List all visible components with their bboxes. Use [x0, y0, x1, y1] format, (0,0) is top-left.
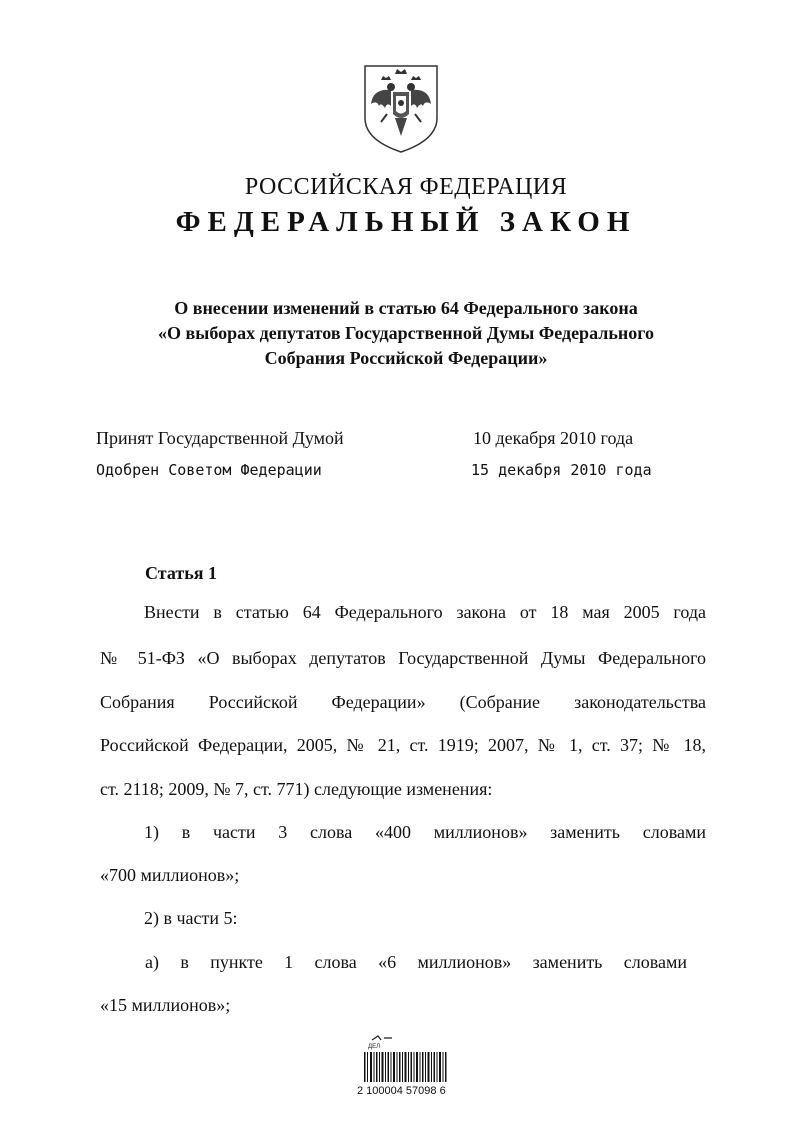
law-type-heading: ФЕДЕРАЛЬНЫЙ ЗАКОН: [175, 206, 637, 238]
adoption-council: [96, 461, 676, 487]
adoption-label: Принят Государственной Думой: [96, 428, 344, 448]
article-line: № 51-ФЗ «О выборах депутатов Государственной Думы Федерального: [100, 648, 706, 668]
law-title: [0, 296, 800, 371]
law-title-line: О внесении изменений в статью 64 Федерального закона: [174, 298, 638, 318]
law-title-line: Собрания Российской Федерации»: [264, 348, 548, 368]
barcode-graphic: [360, 1034, 452, 1114]
law-title-line: «О выборах депутатов Государственной Думы Федерального: [158, 323, 654, 343]
coat-of-arms-emblem: [361, 60, 441, 154]
adoption-label: Одобрен Советом Федерации: [96, 461, 322, 479]
barcode-number: 2 100004 57098 6: [357, 1085, 446, 1097]
article-line: Внести в статью 64 Федерального закона от 18 мая 2005 года: [144, 602, 706, 622]
adoption-duma: [96, 428, 676, 454]
adoption-date: 15 декабря 2010 года: [471, 461, 652, 479]
svg-text:ДЕЛ: ДЕЛ: [368, 1044, 381, 1050]
article-line: «15 миллионов»;: [100, 995, 231, 1015]
article-line: 2) в части 5:: [144, 908, 238, 928]
article-heading: Статья 1: [145, 563, 217, 583]
article-line: ст. 2118; 2009, № 7, ст. 771) следующие изменения:: [100, 779, 493, 799]
article-line: а) в пункте 1 слова «6 миллионов» заменить словами: [145, 952, 687, 972]
article-line: Российской Федерации, 2005, № 21, ст. 1919; 2007, № 1, ст. 37; № 18,: [100, 735, 706, 755]
article-line: «700 миллионов»;: [100, 865, 240, 885]
article-line: Собрания Российской Федерации» (Собрание законодательства: [100, 692, 706, 712]
article-line: 1) в части 3 слова «400 миллионов» заменить словами: [144, 822, 706, 842]
country-name: РОССИЙСКАЯ ФЕДЕРАЦИЯ: [244, 174, 568, 200]
adoption-date: 10 декабря 2010 года: [473, 428, 634, 448]
